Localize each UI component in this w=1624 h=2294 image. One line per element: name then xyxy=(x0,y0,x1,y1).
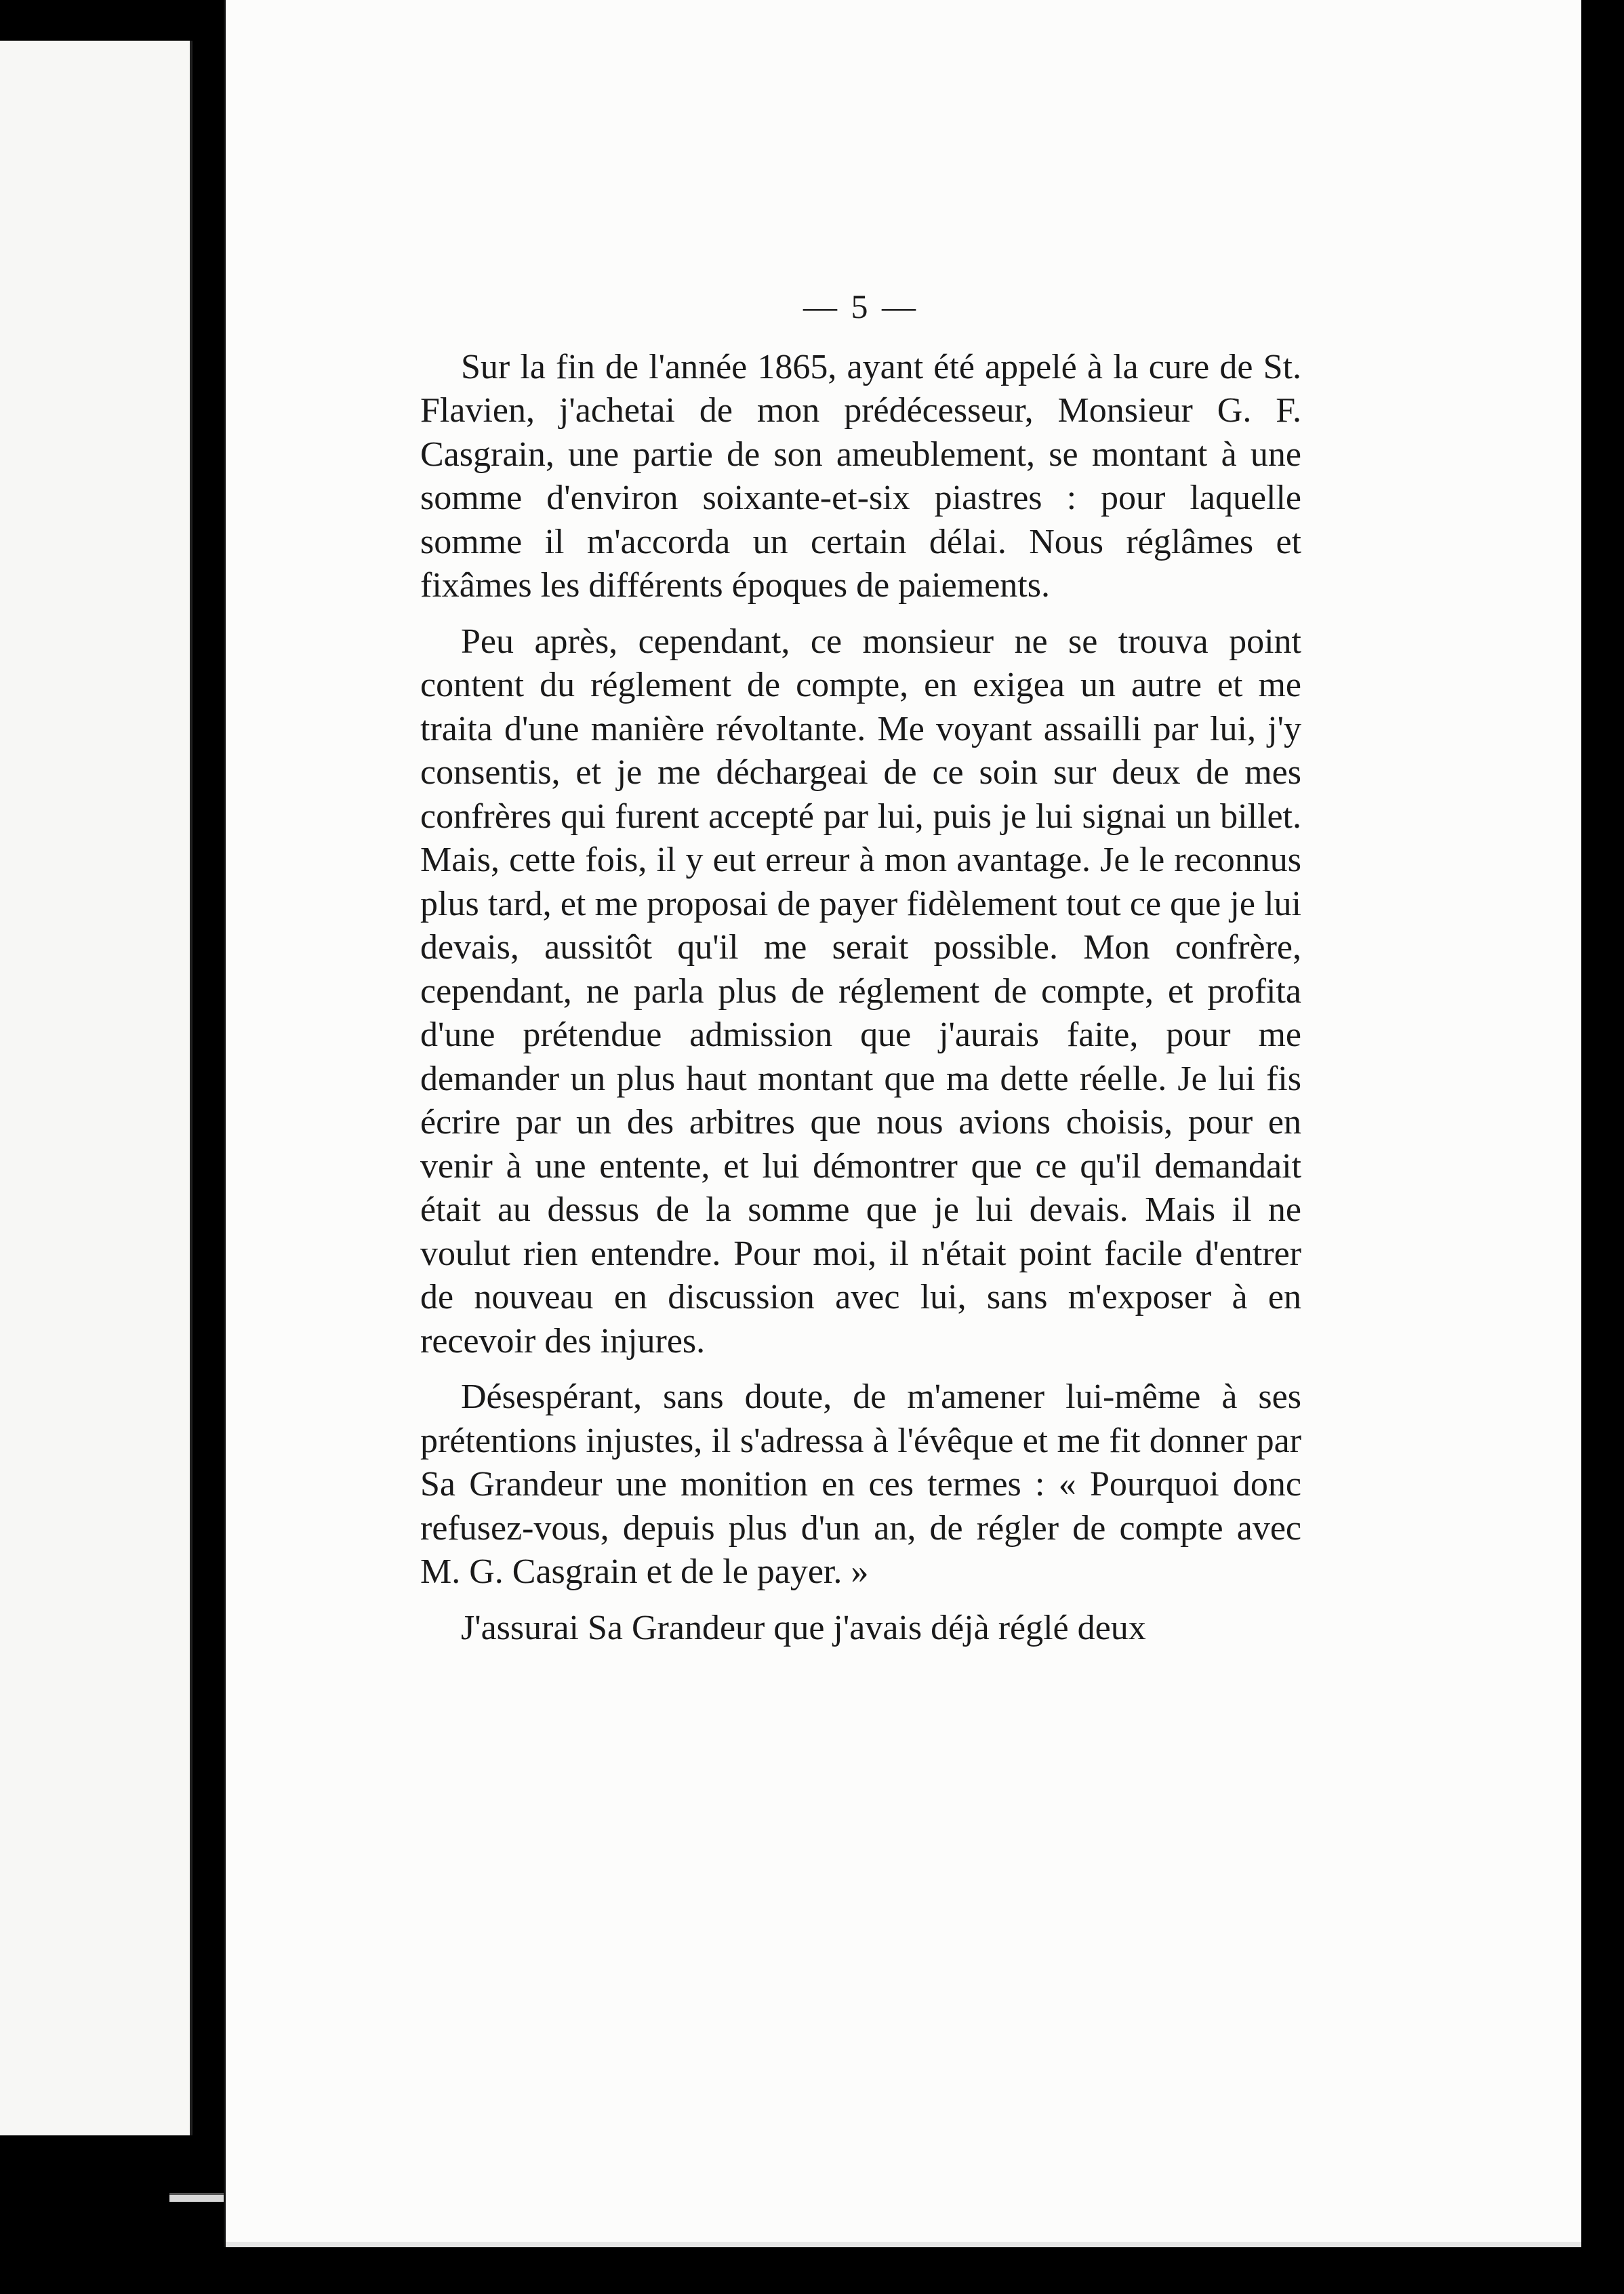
paragraph: Sur la fin de l'année 1865, ayant été appelé à la cure de St. Flavien, j'achetai de mon prédécesseur, Monsieur G. F. Casgrain, une partie de son ameublement, se montant à une somme d'environ soixante-et-six piastres : pour laquelle somme il m'accorda un certain délai. Nous réglâmes et fixâmes les différents époques de paiements. xyxy=(420,347,1301,605)
paragraph: Désespérant, sans doute, de m'amener lui-même à ses prétentions injustes, il s'adressa à l'évêque et me fit donner par Sa Grandeur une monition en ces termes : « Pourquoi donc refusez-vous, depuis plus d'un an, de régler de compte avec M. G. Casgrain et de le payer. » xyxy=(420,1377,1301,1591)
paragraph: J'assurai Sa Grandeur que j'avais déjà réglé deux xyxy=(461,1608,1146,1647)
page-number: — 5 — xyxy=(803,287,918,325)
paragraph: Peu après, cependant, ce monsieur ne se trouva point content du réglement de compte, en exigea un autre et me traita d'une manière révoltante. Me voyant assailli par lui, j'y consentis, et je me déchargeai de ce soin sur deux de mes confrères qui furent accepté par lui, puis je lui signai un billet. Mais, cette fois, il y eut erreur à mon avantage. Je le reconnus plus tard, et me proposai de payer fidèlement tout ce que je lui devais, aussitôt qu'il me serait possible. Mon confrère, cependant, ne parla plus de réglement de compte, et profita d'une prétendue admission que j'aurais faite, pour me demander un plus haut montant que ma dette réelle. Je lui fis écrire par un des arbitres que nous avions choisis, pour en venir à une entente, et lui démontrer que ce qu'il demandait était au dessus de la somme que je lui devais. Mais il ne voulut rien entendre. Pour moi, il n'était point facile d'entrer de nouveau en discussion avec lui, sans m'exposer à en recevoir des injures. xyxy=(420,622,1301,1361)
adjacent-page-edge xyxy=(0,41,192,2135)
page-text xyxy=(420,285,1301,1650)
